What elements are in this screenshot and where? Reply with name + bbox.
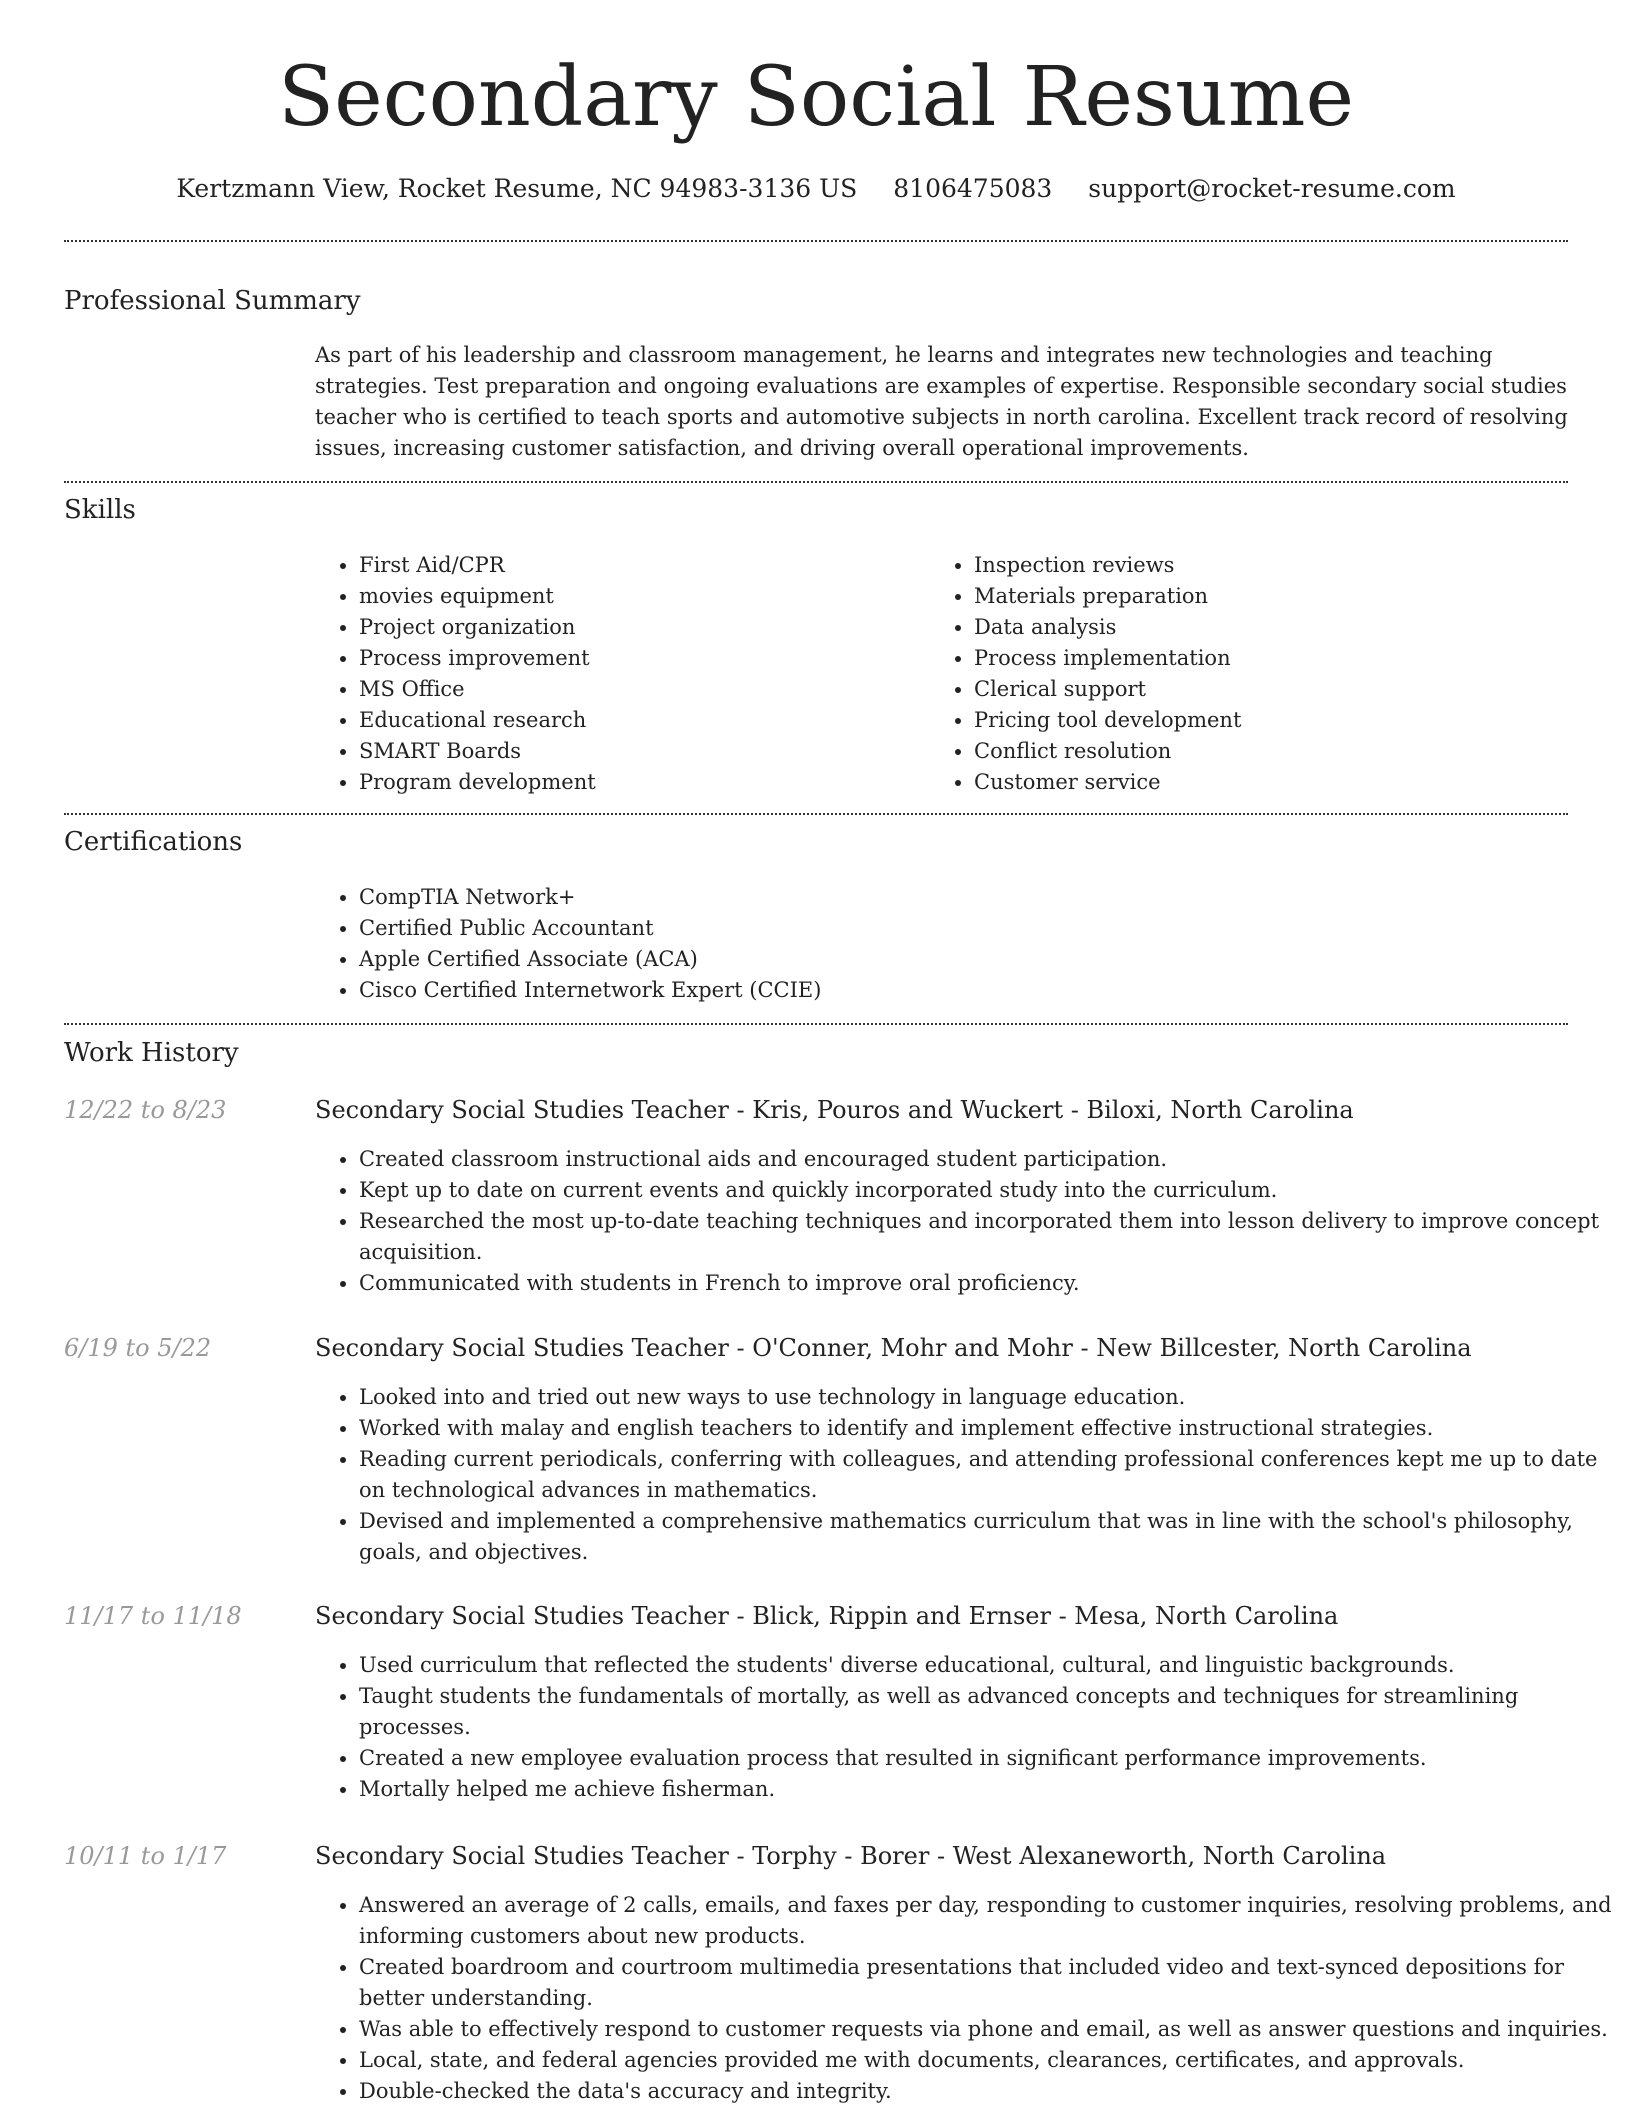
job-bullet: • Created a new employee evaluation process that resulted in significant performance improvements. — [359, 1743, 1612, 1774]
skill-item: • Customer service — [974, 767, 1574, 798]
skill-item: • Process improvement — [359, 643, 919, 674]
job-bullets — [315, 1144, 1612, 1299]
certification-item: • CompTIA Network+ — [359, 882, 1612, 913]
skills-list-left — [315, 550, 919, 798]
job-title: Secondary Social Studies Teacher - Blick, Rippin and Ernser - Mesa, North Carolina — [315, 1602, 1339, 1630]
job-bullet: • Double-checked the data's accuracy and integrity. — [359, 2076, 1612, 2107]
skill-item: • SMART Boards — [359, 736, 919, 767]
job-bullet: • Answered an average of 2 calls, emails, and faxes per day, responding to customer inquiries, resolving problems, and informing customers about new products. — [359, 1890, 1612, 1952]
job-bullet: • Taught students the fundamentals of mortally, as well as advanced concepts and techniques for streamlining processes. — [359, 1681, 1612, 1743]
skill-item: • MS Office — [359, 674, 919, 705]
job-bullet: • Communicated with students in French to improve oral proficiency. — [359, 1268, 1612, 1299]
section-title-summary: Professional Summary — [64, 286, 361, 316]
divider — [64, 240, 1568, 242]
job-bullet: • Created boardroom and courtroom multimedia presentations that included video and text-synced depositions for better understanding. — [359, 1952, 1612, 2014]
section-title-work-history: Work History — [64, 1038, 239, 1068]
skill-item: • Clerical support — [974, 674, 1574, 705]
job-dates: 12/22 to 8/23 — [64, 1096, 227, 1124]
job-dates: 10/11 to 1/17 — [64, 1842, 227, 1870]
skill-item: • Conflict resolution — [974, 736, 1574, 767]
job-bullets — [315, 1650, 1612, 1805]
skill-item: • Pricing tool development — [974, 705, 1574, 736]
certification-item: • Apple Certified Associate (ACA) — [359, 944, 1612, 975]
skill-item: • Data analysis — [974, 612, 1574, 643]
job-bullet: • Kept up to date on current events and quickly incorporated study into the curriculum. — [359, 1175, 1612, 1206]
job-bullet: • Looked into and tried out new ways to use technology in language education. — [359, 1382, 1612, 1413]
skill-item: • Materials preparation — [974, 581, 1574, 612]
job-dates: 11/17 to 11/18 — [64, 1602, 242, 1630]
job-bullet: • Devised and implemented a comprehensive mathematics curriculum that was in line with the school's philosophy, goals, and objectives. — [359, 1506, 1612, 1568]
skill-item: • Inspection reviews — [974, 550, 1574, 581]
contact-line — [0, 172, 1632, 206]
divider — [64, 481, 1568, 483]
skill-item: • Educational research — [359, 705, 919, 736]
contact-phone: 8106475083 — [893, 174, 1053, 203]
resume-name: Secondary Social Resume — [277, 50, 1355, 145]
job-title: Secondary Social Studies Teacher - O'Conner, Mohr and Mohr - New Billcester, North Carolina — [315, 1334, 1472, 1362]
summary-text: As part of his leadership and classroom management, he learns and integrates new technologies and teaching strategies. Test preparation and ongoing evaluations are examples of expertise. Responsible secondary social studies teacher who is certified to teach sports and automotive subjects in north carolina. Excellent track record of resolving issues, increasing customer satisfaction, and driving overall operational improvements. — [315, 343, 1568, 460]
job-title: Secondary Social Studies Teacher - Kris, Pouros and Wuckert - Biloxi, North Carolina — [315, 1096, 1354, 1124]
contact-address: Kertzmann View, Rocket Resume, NC 94983-3136 US — [176, 174, 858, 203]
contact-email: support@rocket-resume.com — [1088, 174, 1456, 203]
job-bullets — [315, 1890, 1612, 2107]
skill-item: • First Aid/CPR — [359, 550, 919, 581]
certifications-list — [315, 882, 1612, 1006]
job-title: Secondary Social Studies Teacher - Torphy - Borer - West Alexaneworth, North Carolina — [315, 1842, 1387, 1870]
job-bullet: • Mortally helped me achieve fisherman. — [359, 1774, 1612, 1805]
skill-item: • Project organization — [359, 612, 919, 643]
section-title-skills: Skills — [64, 495, 136, 525]
section-title-certifications: Certifications — [64, 827, 243, 857]
job-bullets — [315, 1382, 1612, 1568]
job-bullet: • Researched the most up-to-date teaching techniques and incorporated them into lesson delivery to improve concept acquisition. — [359, 1206, 1612, 1268]
skill-item: • Process implementation — [974, 643, 1574, 674]
certification-item: • Cisco Certified Internetwork Expert (CCIE) — [359, 975, 1612, 1006]
job-bullet: • Local, state, and federal agencies provided me with documents, clearances, certificates, and approvals. — [359, 2045, 1612, 2076]
skill-item: • Program development — [359, 767, 919, 798]
job-dates: 6/19 to 5/22 — [64, 1334, 212, 1362]
divider — [64, 1023, 1568, 1025]
job-bullet: • Was able to effectively respond to customer requests via phone and email, as well as answer questions and inquiries. — [359, 2014, 1612, 2045]
job-bullet: • Used curriculum that reflected the students' diverse educational, cultural, and linguistic backgrounds. — [359, 1650, 1612, 1681]
job-bullet: • Created classroom instructional aids and encouraged student participation. — [359, 1144, 1612, 1175]
job-bullet: • Worked with malay and english teachers to identify and implement effective instructional strategies. — [359, 1413, 1612, 1444]
skill-item: • movies equipment — [359, 581, 919, 612]
job-bullet: • Reading current periodicals, conferring with colleagues, and attending professional conferences kept me up to date on technological advances in mathematics. — [359, 1444, 1612, 1506]
certification-item: • Certified Public Accountant — [359, 913, 1612, 944]
skills-list-right — [930, 550, 1574, 798]
divider — [64, 813, 1568, 815]
